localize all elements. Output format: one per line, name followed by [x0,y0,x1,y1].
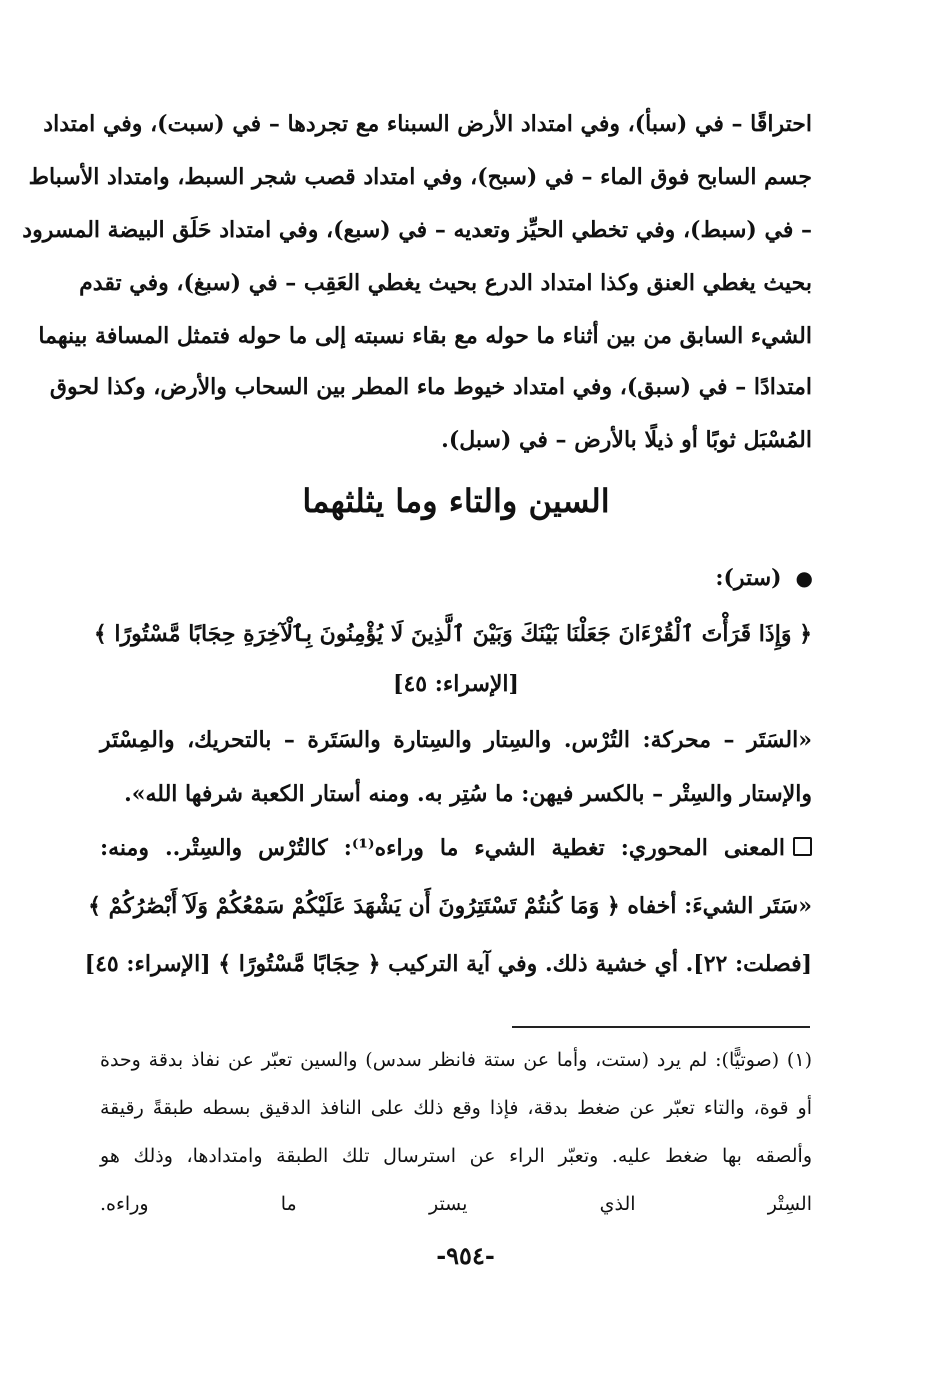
entry-root [715,558,813,598]
square-box-icon [793,837,812,856]
bullet-icon: ● [795,566,813,590]
page-number: -٩٥٤- [436,1241,495,1270]
footnote-line: أو قوة، والتاء تعبّر عن ضغط بدقة، فإذا وقع ذلك على النافذ الدقيق بسطه طبقةً رقيقة [100,1097,812,1119]
core-meaning-line: «سَتَر الشيءَ: أخفاه ﴿ وَمَا كُنتُمْ تَسْتَتِرُونَ أَن يَشْهَدَ عَلَيْكُمْ سَمْعُكُمْ وَلَآ أَبْصَٰرُكُمْ ﴾ [88,893,812,919]
footnote-line: السِتْر الذي يستر ما وراءه. [100,1193,812,1215]
body-line: احتراقًا – في (سبأ)، وفي امتداد الأرض السبناء مع تجردها – في (سبت)، وفي امتداد [43,111,812,137]
dictionary-quote-line: «السَتَر – محركة: التُرْس. والسِتار والسِتارة والسَتَرة – بالتحريك، والمِسْتَر [100,727,812,753]
section-heading: السين والتاء وما يثلثهما [302,482,610,520]
dictionary-quote-line: والإستار والسِتْر – بالكسر فيهن: ما سُتِر به. ومنه أستار الكعبة شرفها الله». [124,781,812,807]
core-meaning-text: المعنى المحوري: تغطية الشيء ما وراءه⁽¹⁾: كالتُرْس والسِتْر.. ومنه: [100,835,785,861]
core-meaning-line [100,828,812,868]
verse-reference: [الإسراء: ٤٥] [393,671,519,697]
root-word: (ستر): [715,565,782,591]
body-line: الشيء السابق من بين أثناء ما حوله مع بقاء نسبته إلى ما حوله فتمثل المسافة بينهما [38,323,812,349]
footnote-divider [512,1026,810,1028]
body-line: امتدادًا – في (سبق)، وفي امتداد خيوط ماء المطر بين السحاب والأرض، وكذا لحوق [49,374,812,400]
body-line: جسم السابح فوق الماء – في (سبح)، وفي امتداد قصب شجر السبط، وامتداد الأسباط [28,164,812,190]
footnote-line: (١) (صوتيًّا): لم يرد (ستت، وأما عن ستة فانظر سدس) والسين تعبّر عن نفاذ بدقة وحدة [100,1049,812,1071]
footnote-line: وألصقه بها ضغط عليه. وتعبّر الراء عن استرسال تلك الطبقة وامتدادها، وذلك هو [100,1145,812,1167]
core-meaning-line: [فصلت: ٢٢]. أي خشية ذلك. وفي آية التركيب ﴿ حِجَابًا مَّسْتُورًا ﴾ [الإسراء: ٤٥] [84,951,812,977]
quran-verse: ﴿ وَإِذَا قَرَأْتَ ٱلْقُرْءَانَ جَعَلْنَا بَيْنَكَ وَبَيْنَ ٱلَّذِينَ لَا يُؤْمِنُونَ بِٱلْآخِرَةِ حِجَابًا مَّسْتُورًا ﴾ [93,621,812,647]
body-line: – في (سبط)، وفي تخطي الحيِّز وتعديه – في (سبع)، وفي امتداد حَلَق البيضة المسرود [22,217,812,243]
body-line: المُسْبَل ثوبًا أو ذيلًا بالأرض – في (سبل). [441,427,812,453]
body-line: بحيث يغطي العنق وكذا امتداد الدرع بحيث يغطي العَقِب – في (سبغ)، وفي تقدم [79,270,812,296]
